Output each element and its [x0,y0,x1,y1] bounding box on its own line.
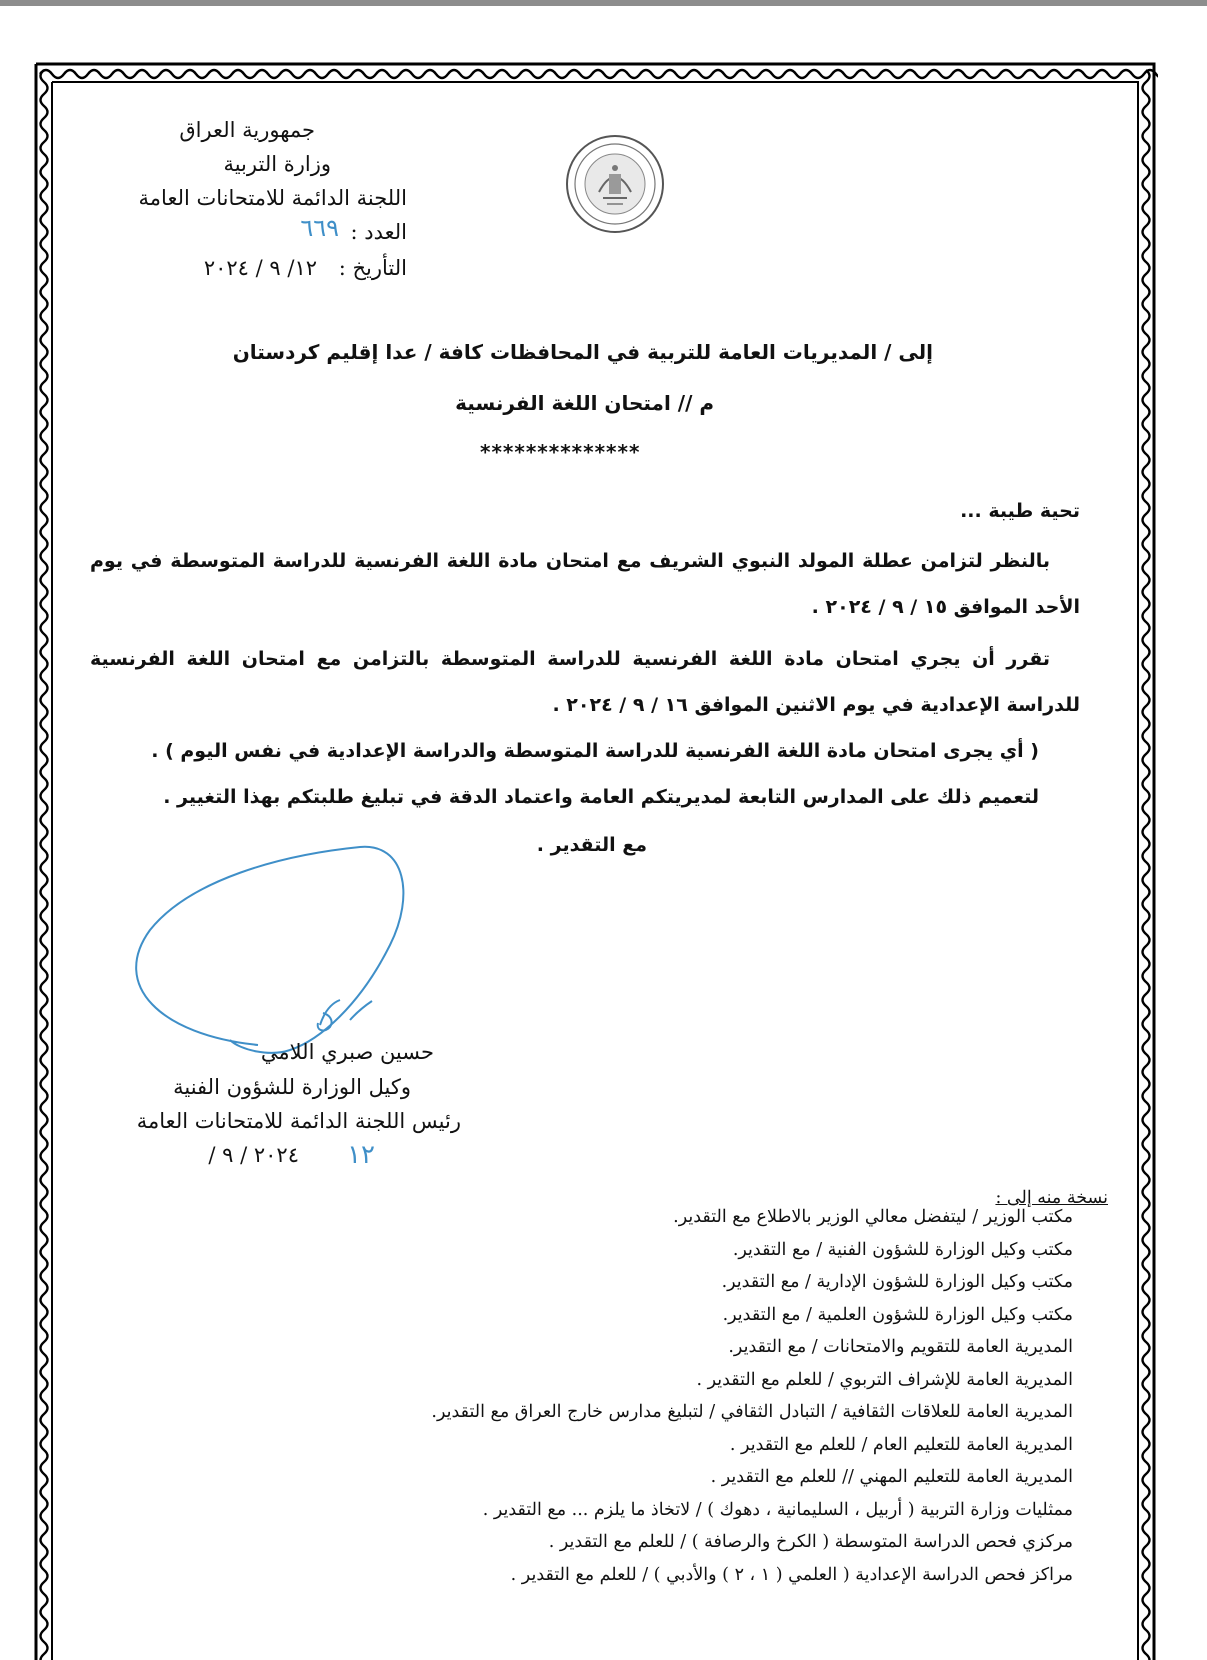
list-item: مراكز فحص الدراسة الإعدادية ( العلمي ( ١ ، ٢ ) والأدبي ) / للعلم مع التقدير . [510,1564,1073,1585]
addressee-line: إلى / المديريات العامة للتربية في المحافظات كافة / عدا إقليم كردستان [232,340,933,364]
signature-date-handwritten: ١٢ [347,1140,375,1170]
list-item: المديرية العامة للعلاقات الثقافية / التبادل الثقافي / لتبليغ مدارس خارج العراق مع التقدير. [431,1402,1073,1422]
copies-title: نسخة منه إلى : [995,1188,1108,1208]
scan-top-edge [0,0,1207,6]
paragraph-4: لتعميم ذلك على المدارس التابعة لمديريتكم العامة واعتماد الدقة في تبليغ طلبتكم بهذا التغيير . [163,786,1039,808]
list-item: مكتب وكيل الوزارة للشؤون العلمية / مع التقدير. [722,1304,1073,1325]
list-item: مكتب وكيل الوزارة للشؤون الفنية / مع التقدير. [732,1239,1073,1260]
paragraph-1: بالنظر لتزامن عطلة المولد النبوي الشريف مع امتحان مادة اللغة الفرنسية للدراسة المتوسطة في يوم الأحد الموافق ١٥ / ٩ / ٢٠٢٤ . [90,550,1080,618]
list-item: المديرية العامة للتعليم العام / للعلم مع التقدير . [729,1434,1073,1455]
number-label: العدد : [350,220,407,244]
ministry-name: وزارة التربية [223,152,331,176]
list-item: مكتب وكيل الوزارة للشؤون الإدارية / مع التقدير. [721,1272,1073,1292]
signature-date-printed: ٢٠٢٤ / ٩ / [208,1143,299,1167]
date-label: التأريخ : [338,256,407,280]
ministry-seal-icon [563,132,667,236]
paragraph-2: تقرر أن يجري امتحان مادة اللغة الفرنسية للدراسة المتوسطة بالتزامن مع امتحان اللغة الفرنسية للدراسة الإعدادية في يوم الاثنين الموافق ١٦ / ٩ / ٢٠٢٤ . [90,648,1080,716]
divider-stars: ************** [480,440,641,464]
closing: مع التقدير . [536,834,647,856]
republic-name: جمهورية العراق [179,118,315,142]
signatory-title-2: رئيس اللجنة الدائمة للامتحانات العامة [136,1109,461,1133]
subject-line: م // امتحان اللغة الفرنسية [455,391,714,415]
committee-name: اللجنة الدائمة للامتحانات العامة [138,186,407,210]
list-item: مركزي فحص الدراسة المتوسطة ( الكرخ والرصافة ) / للعلم مع التقدير . [548,1532,1073,1552]
date-value: ١٢/ ٩ / ٢٠٢٤ [203,256,317,280]
signatory-name: حسين صبري اللامي [260,1040,434,1064]
list-item: المديرية العامة للتعليم المهني // للعلم مع التقدير . [710,1467,1073,1487]
greeting: تحية طيبة ... [960,500,1080,522]
paragraph-3: ( أي يجرى امتحان مادة اللغة الفرنسية للدراسة المتوسطة والدراسة الإعدادية في نفس اليوم ) . [151,740,1039,762]
list-item: المديرية العامة للتقويم والامتحانات / مع التقدير. [728,1337,1073,1357]
number-value: ٦٦٩ [300,214,339,242]
list-item: ممثليات وزارة التربية ( أربيل ، السليمانية ، دهوك ) / لاتخاذ ما يلزم ... مع التقدير . [482,1499,1073,1520]
handwritten-signature-icon [120,835,420,1065]
signatory-title-1: وكيل الوزارة للشؤون الفنية [173,1075,411,1099]
copies-list [431,1201,1073,1591]
list-item: مكتب الوزير / ليتفضل معالي الوزير بالاطلاع مع التقدير. [673,1207,1073,1227]
list-item: المديرية العامة للإشراف التربوي / للعلم مع التقدير . [696,1369,1073,1390]
